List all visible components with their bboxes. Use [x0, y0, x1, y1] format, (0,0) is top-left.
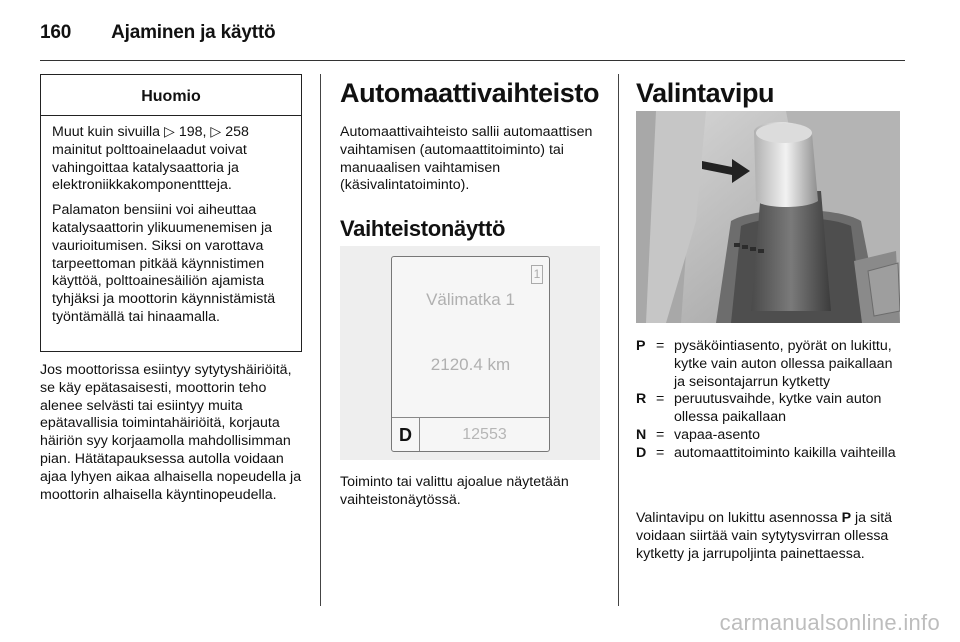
heading-automatic-transmission: Automaattivaihteisto: [340, 78, 600, 108]
gear-equals: =: [656, 338, 665, 354]
display-caption: Toiminto tai valittu ajoalue näytetään vaihteistonäytössä.: [340, 474, 569, 508]
gear-row-n: [636, 427, 902, 445]
page-header: [40, 22, 275, 44]
note-body: [41, 116, 301, 327]
header-rule: [40, 60, 905, 61]
gear-row-p: [636, 338, 902, 391]
note-text: Muut kuin sivuilla: [52, 124, 164, 140]
page-title: Ajaminen ja käyttö: [111, 22, 276, 43]
column-divider-2: [618, 74, 619, 606]
misfire-text: Jos moottorissa esiintyy sytytyshäiriöitä, se käy epätasaisesti, moottorin teho alenee selvästi tai esiintyy muita epätavallisia toimintahäiriöitä, korjauta häiriön syy korjaamolla mahdollisimman pian. Hätätapauksessa autolla voidaan ajaa lyhyen aikaa alhaisella nopeudella ja moottorin alhaisella käyntinopeudella.: [40, 362, 302, 503]
gear-description: peruutusvaihde, kytke vain auton ollessa paikallaan: [674, 391, 882, 426]
gear-equals: =: [656, 391, 665, 408]
gear-letter: N: [636, 426, 647, 443]
page-ref-arrow-icon: ▷: [163, 124, 175, 140]
selector-lock-paragraph: [636, 510, 902, 563]
selector-lever-photo: [636, 111, 900, 323]
gear-position-list: [636, 338, 902, 463]
misfire-paragraph: [40, 362, 304, 504]
gear-row-d: [636, 445, 902, 463]
trip-value: 2120.4 km: [430, 355, 511, 374]
display-frame: [391, 256, 550, 452]
gear-description: automaattitoiminto kaikilla vaihteilla: [674, 444, 896, 461]
gear-letter: R: [636, 391, 647, 408]
gear-equals: =: [656, 444, 665, 461]
gear-indicator: D: [392, 418, 420, 451]
gear-row-r: [636, 391, 902, 427]
note-paragraph-1: [52, 124, 291, 195]
note-title: Huomio: [41, 75, 301, 116]
page-ref-link[interactable]: 258: [221, 124, 249, 140]
automatic-transmission-text: Automaattivaihteisto sallii automaattisen vaihtamisen (automaattitoiminto) tai manuaalisen vaihtamisen (käsivalintatoiminto).: [340, 124, 593, 194]
note-paragraph-2: Palamaton bensiini voi aiheuttaa katalysaattorin ylikuumenemisen ja vaurioitumisen. Siksi on varottava tarpeettoman pitkää käynnistimen käyttöä, polttoainesäiliön ajamista tyhjäksi ja moottorin käynnistämistä työntämällä tai hinaamalla.: [52, 202, 276, 325]
selector-text: ja sitä voidaan siirtää vain sytytysvirran ollessa kytketty ja jarrupoljinta painettaessa.: [636, 510, 893, 562]
page-ref-arrow-icon: ▷: [210, 124, 222, 140]
note-box: [40, 74, 302, 352]
odometer-value: 12553: [462, 426, 507, 443]
heading-selector-lever: Valintavipu: [636, 78, 775, 108]
gear-letter: P: [636, 338, 646, 354]
selector-lever-illustration: [636, 111, 900, 323]
trip-icon: 1: [531, 265, 543, 284]
page-number: 160: [40, 22, 72, 43]
heading-transmission-display: Vaihteistonäyttö: [340, 216, 506, 241]
gear-description: vapaa-asento: [674, 426, 760, 443]
watermark: carmanualsonline.info: [719, 610, 940, 635]
trip-label: Välimatka 1: [426, 290, 515, 309]
column-divider-1: [320, 74, 321, 606]
transmission-display-illustration: [340, 246, 600, 460]
gear-description: pysäköintiasento, pyörät on lukittu, kytke vain auton ollessa paikallaan ja seisontajarrun kytketty: [674, 338, 893, 390]
gear-equals: =: [656, 426, 665, 443]
park-letter: P: [841, 510, 852, 526]
note-text: mainitut polttoainelaadut voivat vahingoittaa katalysaattoria ja elektroniikkakomponenttteja.: [52, 141, 247, 194]
page-ref-link[interactable]: 198,: [174, 124, 211, 140]
gear-letter: D: [636, 444, 647, 461]
selector-text: Valintavipu on lukittu asennossa: [636, 510, 842, 526]
